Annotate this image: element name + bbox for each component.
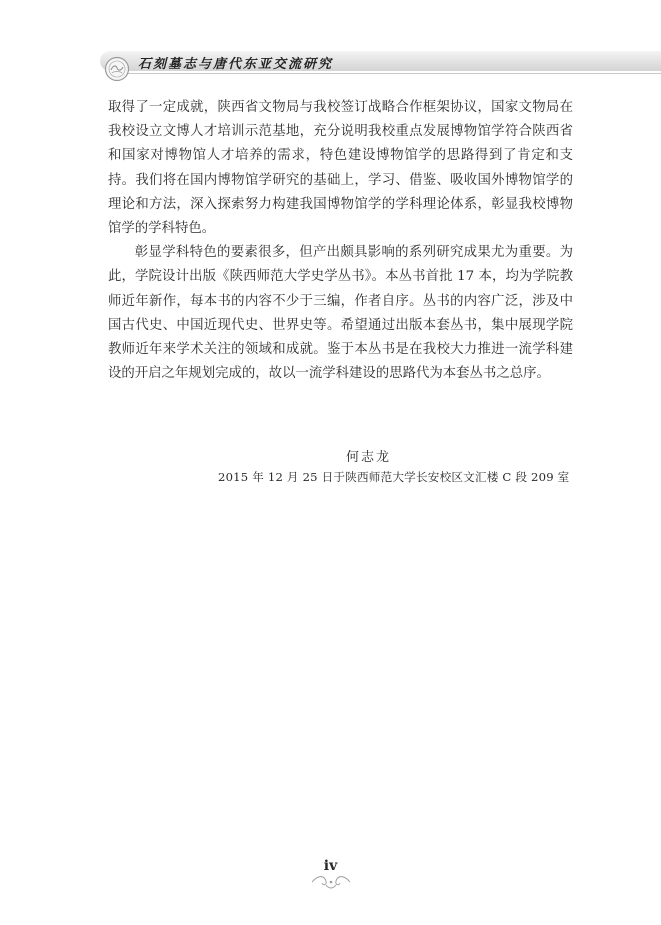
decorative-seal-icon xyxy=(104,56,130,82)
header-title: 石刻墓志与唐代东亚交流研究 xyxy=(138,57,334,72)
swirl-ornament-icon xyxy=(310,873,352,891)
author-name: 何志龙 xyxy=(346,450,392,465)
paragraph-2: 彰显学科特色的要素很多，但产出颇具影响的系列研究成果尤为重要。为此，学院设计出版《陕西师范大学史学丛书》。本丛书首批 17 本，均为学院教师近年新作，每本书的内容不少于三编，作者自序。丛书的内容广泛，涉及中国古代史、中国近现代史、世界史等。希望通过出版本套丛书，集中展现学院教师近年来学术关注的领域和成就。鉴于本丛书是在我校大力推进一流学科建设的开启之年规划完成的，故以一流学科建设的思路代为本套丛书之总序。 xyxy=(108,245,573,382)
header-rule xyxy=(112,73,661,74)
running-header xyxy=(0,0,661,90)
body-text xyxy=(108,96,573,386)
paragraph-1: 取得了一定成就，陕西省文物局与我校签订战略合作框架协议，国家文物局在我校设立文博人才培训示范基地，充分说明我校重点发展博物馆学符合陕西省和国家对博物馆人才培养的需求，特色建设博物馆学的思路得到了肯定和支持。我们将在国内博物馆学研究的基础上，学习、借鉴、吸收国外博物馆学的理论和方法，深入探索努力构建我国博物馆学的学科理论体系，彰显我校博物馆学的学科特色。 xyxy=(108,100,573,237)
page-number: iv xyxy=(323,858,338,874)
date-place: 2015 年 12 月 25 日于陕西师范大学长安校区文汇楼 C 段 209 室 xyxy=(218,470,570,484)
